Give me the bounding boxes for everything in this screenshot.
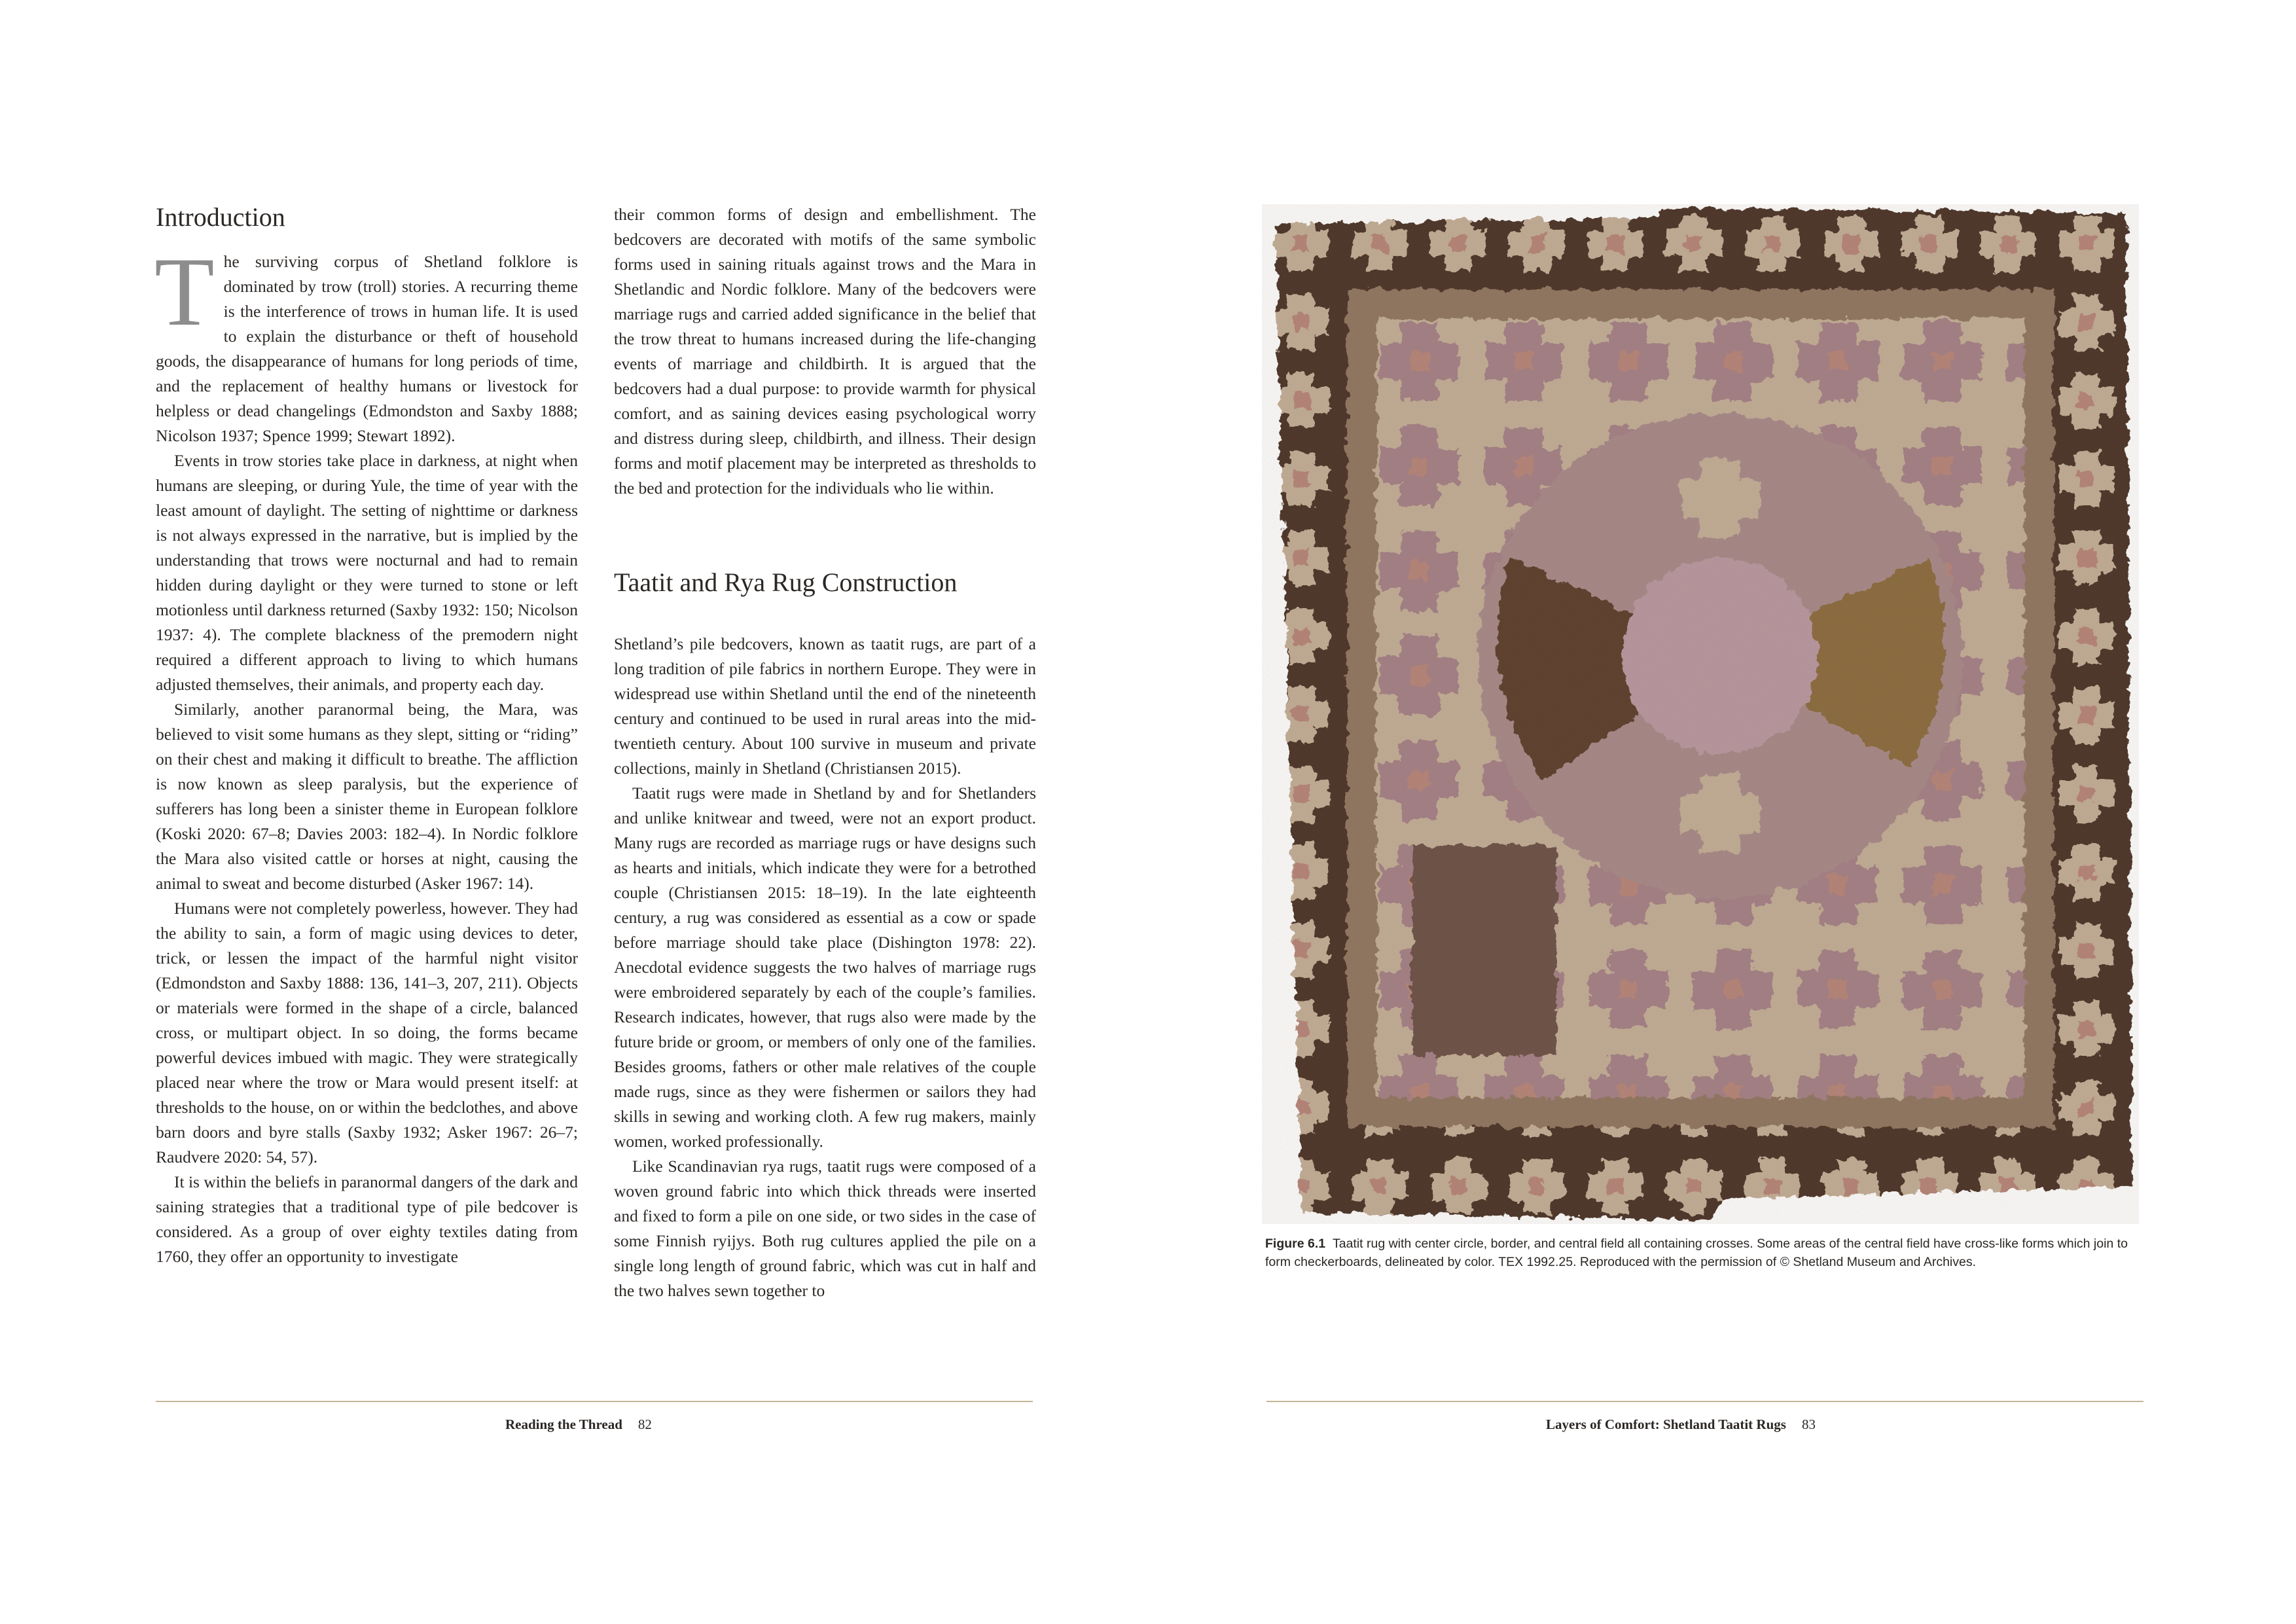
paragraph-continued: their common forms of design and embellishment. The bedcovers are decorated with motifs of the same symbolic forms used in saining rituals against trows and the Mara in Shetlandic and Nordic folklore. Many of the bedcovers were marriage rugs and carried added significance in the belief that the trow threat to humans increased during the life-changing events of marriage and childbirth. It is argued that the bedcovers had a dual purpose: to provide warmth for physical comfort, and as saining devices easing psychological worry and distress during sleep, childbirth, and illness. Their design forms and motif placement may be interpreted as thresholds to the bed and protection for the individuals who lie within. — [614, 205, 1036, 497]
paragraph-2: Events in trow stories take place in darkness, at night when humans are sleeping, or during Yule, the time of year with the least amount of daylight. The setting of nighttime or darkness is not always expressed in the narrative, but is implied by the understanding that trows were nocturnal and had to remain hidden during daylight or they were turned to stone or left motionless until darkness returned (Saxby 1932: 150; Nicolson 1937: 4). The complete blackness of the premodern night required a different approach to living to which humans adjusted themselves, their animals, and property each day. — [156, 451, 578, 694]
paragraph-5: It is within the beliefs in paranormal dangers of the dark and saining strategies that a traditional type of pile bedcover is considered. As a group of over eighty textiles dating from 1760, they offer an opportunity to investigate — [156, 1172, 578, 1266]
footer-rule-left — [156, 1401, 1033, 1402]
drop-cap: T — [154, 238, 215, 346]
paragraph-taatit-3: Like Scandinavian rya rugs, taatit rugs were composed of a woven ground fabric into which thick threads were inserted and fixed to form a pile on one side, or two sides in the case of some Finnish ryijys. Both rug cultures applied the pile on a single long length of ground fabric, which was cut in half and the two halves sewn together to — [614, 1157, 1036, 1300]
footer-left — [505, 1416, 652, 1433]
paragraph-4: Humans were not completely powerless, however. They had the ability to sain, a form of magic using devices to deter, trick, or lessen the impact of the harmful night visitor (Edmondston and Saxby 1888: 136, 141–3, 207, 211). Objects or materials were formed in the shape of a circle, balanced cross, or multipart object. In so doing, the forms became powerful devices imbued with magic. They were strategically placed near where the trow or Mara would present itself: at thresholds to the house, on or within the bedclothes, and above barn doors and byre stalls (Saxby 1932; Asker 1967: 26–7; Raudvere 2020: 54, 57). — [156, 899, 578, 1166]
running-title-left: Reading the Thread — [505, 1416, 622, 1432]
left-column — [156, 202, 578, 1269]
heading-introduction: Introduction — [156, 202, 285, 232]
paragraph-taatit-1: Shetland’s pile bedcovers, known as taatit rugs, are part of a long tradition of pile fabrics in northern Europe. They were in widespread use within Shetland until the end of the nineteenth century and continued to be used in rural areas into the mid-twentieth century. About 100 survive in museum and private collections, mainly in Shetland (Christiansen 2015). — [614, 634, 1036, 778]
footer-right — [1546, 1416, 1816, 1433]
middle-column — [614, 202, 1036, 1303]
figure-caption — [1265, 1235, 2155, 1271]
page-number-right: 83 — [1801, 1416, 1816, 1432]
running-title-right: Layers of Comfort: Shetland Taatit Rugs — [1546, 1416, 1786, 1432]
paragraph-taatit-2: Taatit rugs were made in Shetland by and for Shetlanders and unlike knitwear and tweed, were not an export product. Many rugs are recorded as marriage rugs or have designs such as hearts and initials, which indicate they were for a betrothed couple (Christiansen 2015: 18–19). In the late eighteenth century, a rug was considered as essential as a cow or spade before marriage should take place (Dishington 1978: 22). Anecdotal evidence suggests the two halves of marriage rugs were embroidered separately by each of the couple’s families. Research indicates, however, that rugs also were made by the future bride or groom, or members of only one of the families. Besides grooms, fathers or other male relatives of the couple made rugs, since as they were fishermen or sailors they had skills in sewing and working cloth. A few rug makers, mainly women, worked professionally. — [614, 784, 1036, 1151]
taatit-rug-photo — [1262, 204, 2139, 1224]
paragraph-3: Similarly, another paranormal being, the Mara, was believed to visit some humans as they slept, sitting or “riding” on their chest and making it difficult to breathe. The affliction is now known as sleep paralysis, but the experience of sufferers has long been a sinister theme in European folklore (Koski 2020: 67–8; Davies 2003: 182–4). In Nordic folklore the Mara also visited cattle or horses at night, causing the animal to sweat and become disturbed (Asker 1967: 14). — [156, 700, 578, 893]
heading-taatit-rya: Taatit and Rya Rug Construction — [614, 568, 958, 597]
figure-label: Figure 6.1 — [1265, 1236, 1326, 1251]
caption-text: Taatit rug with center circle, border, and central field all containing crosses. Some areas of the central field have cross-like forms which join to form checkerboards, delineated by color. TEX 1992.25. Reproduced with the permission of © Shetland Museum and Archives. — [1265, 1236, 2128, 1269]
footer-rule-right — [1266, 1401, 2144, 1402]
page-number-left: 82 — [637, 1416, 652, 1432]
paragraph-1: The surviving corpus of Shetland folklore is dominated by trow (troll) stories. A recurring theme is the interference of trows in human life. It is used to explain the disturbance or theft of household goods, the disappearance of humans for long periods of time, and the replacement of healthy humans or livestock for helpless or dead changelings (Edmondston and Saxby 1888; Nicolson 1937; Spence 1999; Stewart 1892). — [154, 238, 578, 445]
